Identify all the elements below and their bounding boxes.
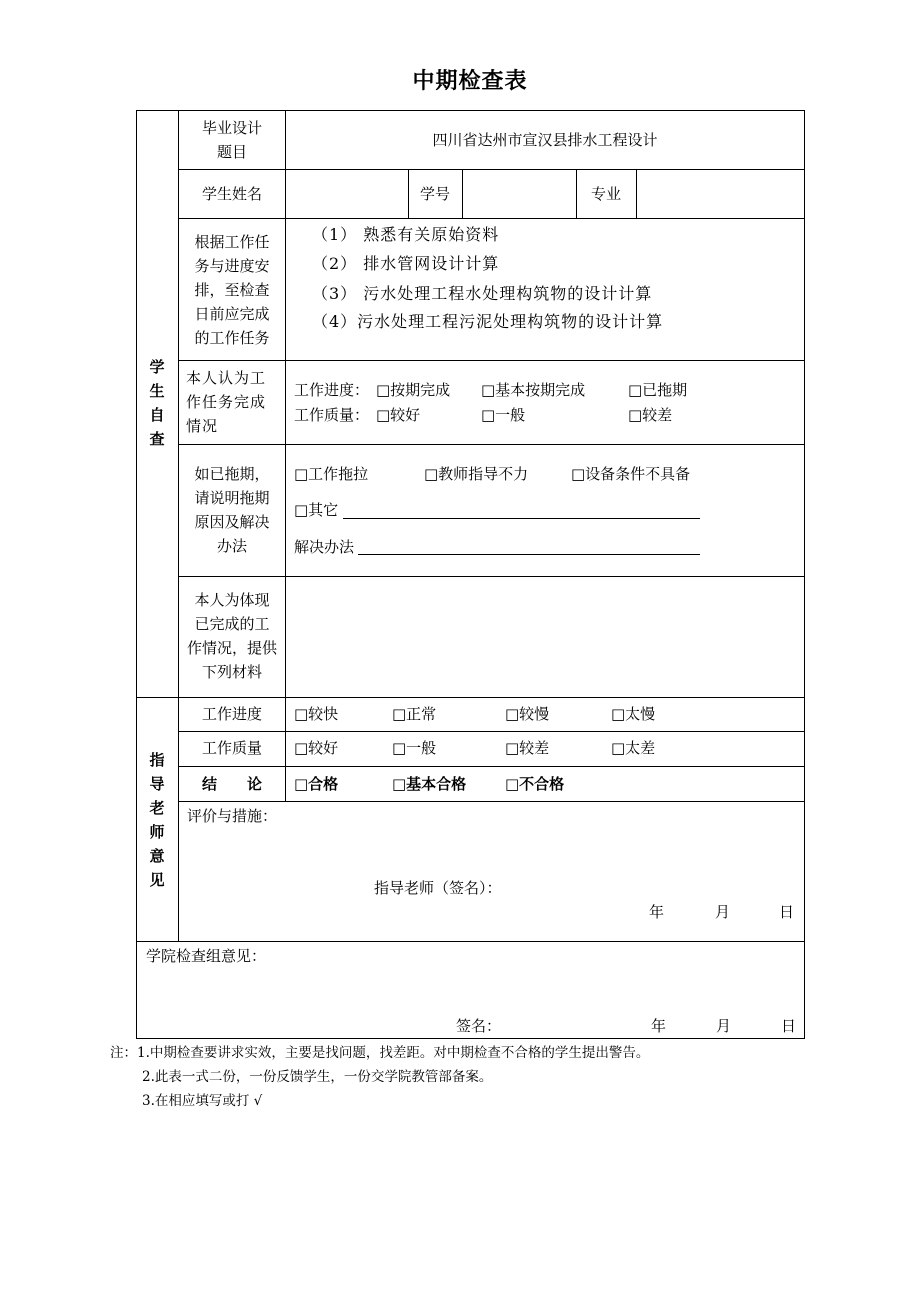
advisor-quality-option[interactable]: □太差 — [611, 739, 656, 757]
section-divider — [136, 697, 805, 698]
self-progress-option[interactable]: □基本按期完成 — [481, 381, 586, 399]
row-divider — [178, 218, 805, 219]
conclusion-option[interactable]: □不合格 — [505, 775, 565, 793]
table-border-top — [136, 110, 805, 111]
student-name-label: 学生姓名 — [201, 185, 262, 203]
row-divider — [178, 801, 805, 802]
side-char: 师 — [149, 823, 165, 841]
label-line: 作情况，提供 — [186, 639, 277, 657]
row-divider — [178, 169, 805, 170]
label-line: 排，至检查 — [194, 281, 270, 299]
side-column-divider — [178, 110, 179, 941]
label-line: 题目 — [216, 143, 247, 161]
label-column-divider — [285, 110, 286, 802]
task-item: （2） 排水管网设计计算 — [312, 254, 500, 273]
delay-other-option[interactable]: □其它 — [294, 501, 339, 519]
advisor-signature-label: 指导老师（签名）： — [374, 879, 502, 897]
side-char: 自 — [149, 406, 165, 424]
advisor-quality-option[interactable]: □较差 — [505, 739, 550, 757]
college-date-month: 月 — [716, 1017, 732, 1035]
advisor-date-month: 月 — [715, 903, 731, 921]
label-line: 情况 — [186, 417, 219, 435]
row-divider — [178, 766, 805, 767]
note-line: 注：1.中期检查要讲求实效，主要是找问题，找差距。对中期检查不合格的学生提出警告。 — [110, 1045, 650, 1061]
side-char: 见 — [149, 871, 165, 889]
college-signature-label: 签名： — [456, 1017, 502, 1035]
self-progress-option[interactable]: □按期完成 — [376, 381, 451, 399]
evaluation-label: 评价与措施： — [187, 807, 278, 825]
row-divider — [178, 731, 805, 732]
advisor-date-year: 年 — [649, 903, 665, 921]
advisor-progress-option[interactable]: □较慢 — [505, 705, 550, 723]
advisor-date-day: 日 — [779, 903, 795, 921]
self-quality-option[interactable]: □较好 — [376, 406, 421, 424]
topic-label — [180, 116, 284, 164]
advisor-quality-option[interactable]: □较好 — [294, 739, 339, 757]
student-id-label: 学号 — [419, 185, 450, 203]
row-divider — [178, 444, 805, 445]
advisor-progress-option[interactable]: □正常 — [392, 705, 437, 723]
topic-value[interactable]: 四川省达州市宣汉县排水工程设计 — [432, 131, 658, 149]
side-char: 查 — [149, 430, 165, 448]
advisor-progress-label: 工作进度 — [201, 705, 262, 723]
college-date-day: 日 — [781, 1017, 797, 1035]
side-char: 意 — [149, 847, 165, 865]
label-line: 的工作任务 — [194, 329, 270, 347]
materials-label — [180, 588, 284, 684]
row-divider — [178, 360, 805, 361]
label-line: 如已拖期， — [194, 465, 270, 483]
college-opinion-field[interactable] — [140, 970, 802, 1010]
label-line: 毕业设计 — [201, 119, 262, 137]
label-line: 务与进度安 — [194, 257, 270, 275]
section-divider — [136, 941, 805, 942]
label-line: 原因及解决 — [194, 513, 270, 531]
side-char: 老 — [149, 799, 165, 817]
college-date-year: 年 — [651, 1017, 667, 1035]
task-item: （1） 熟悉有关原始资料 — [312, 225, 500, 244]
divider — [636, 169, 637, 218]
delay-reason-option[interactable]: □工作拖拉 — [294, 465, 369, 483]
label-line: 根据工作任 — [194, 233, 270, 251]
note-line: 2.此表一式二份，一份反馈学生，一份交学院教管部备案。 — [142, 1069, 493, 1085]
page-title: 中期检查表 — [412, 69, 528, 94]
divider — [462, 169, 463, 218]
conclusion-option[interactable]: □基本合格 — [392, 775, 467, 793]
label-line: 本人为体现 — [194, 591, 270, 609]
solution-label: 解决办法 — [294, 538, 355, 556]
self-check-side-label — [147, 355, 167, 451]
advisor-progress-option[interactable]: □较快 — [294, 705, 339, 723]
task-item: （4）污水处理工程污泥处理构筑物的设计计算 — [312, 312, 664, 331]
college-opinion-label: 学院检查组意见： — [146, 947, 267, 965]
label-line: 已完成的工 — [194, 615, 270, 633]
completion-label — [186, 366, 282, 438]
self-quality-option[interactable]: □一般 — [481, 406, 526, 424]
conclusion-option[interactable]: □合格 — [294, 775, 339, 793]
side-char: 指 — [149, 751, 165, 769]
side-char: 导 — [149, 775, 165, 793]
student-id-field[interactable] — [464, 171, 575, 217]
major-field[interactable] — [638, 171, 803, 217]
major-label: 专业 — [590, 185, 621, 203]
side-char: 学 — [149, 358, 165, 376]
delay-label — [180, 462, 284, 558]
materials-field[interactable] — [287, 578, 803, 696]
student-name-field[interactable] — [287, 171, 407, 217]
label-line: 办法 — [216, 537, 247, 555]
label-line: 请说明拖期 — [194, 489, 270, 507]
note-line: 3.在相应填写或打 √ — [142, 1093, 263, 1109]
side-char: 生 — [149, 382, 165, 400]
advisor-side-label — [147, 748, 167, 892]
other-reason-field[interactable] — [343, 518, 700, 519]
delay-reason-option[interactable]: □设备条件不具备 — [571, 465, 691, 483]
table-border-right — [804, 110, 805, 1039]
delay-reason-option[interactable]: □教师指导不力 — [424, 465, 529, 483]
label-line: 作任务完成 — [186, 393, 267, 411]
self-progress-option[interactable]: □已拖期 — [628, 381, 688, 399]
advisor-quality-option[interactable]: □一般 — [392, 739, 437, 757]
self-quality-label: 工作质量： — [294, 406, 370, 424]
advisor-quality-label: 工作质量 — [201, 739, 262, 757]
row-divider — [178, 576, 805, 577]
label-line: 下列材料 — [201, 663, 262, 681]
label-line: 本人认为工 — [186, 369, 267, 387]
tasks-label — [180, 230, 284, 350]
solution-field[interactable] — [358, 554, 700, 555]
advisor-progress-option[interactable]: □太慢 — [611, 705, 656, 723]
self-progress-label: 工作进度： — [294, 381, 370, 399]
evaluation-field[interactable] — [180, 830, 803, 874]
table-border-left — [136, 110, 137, 1039]
self-quality-option[interactable]: □较差 — [628, 406, 673, 424]
table-border-bottom — [136, 1038, 805, 1039]
task-item: （3） 污水处理工程水处理构筑物的设计计算 — [312, 284, 653, 303]
label-line: 日前应完成 — [194, 305, 270, 323]
conclusion-label: 结 论 — [201, 775, 262, 793]
